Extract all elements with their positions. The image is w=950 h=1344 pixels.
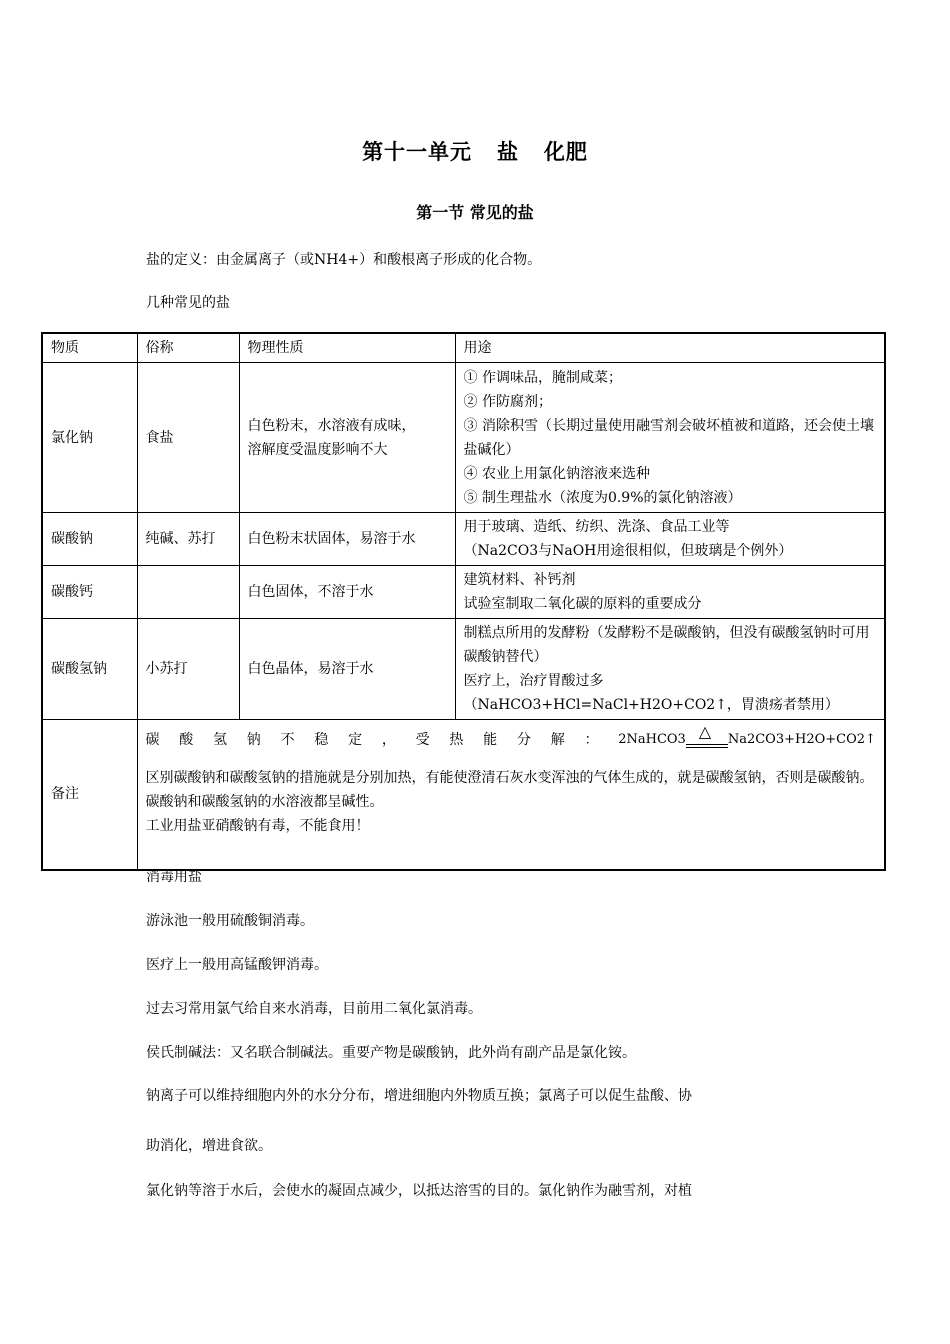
use-line: （NaHCO3+HCl=NaCl+H2O+CO2↑，胃溃疡者禁用）	[463, 697, 839, 713]
cell-uses	[455, 513, 885, 566]
notes-content	[137, 720, 885, 870]
cell-properties	[239, 566, 455, 619]
page-title: 第十一单元 盐 化肥	[362, 140, 588, 164]
note-line: 碳酸钠和碳酸氢钠的水溶液都呈碱性。	[145, 794, 384, 810]
use-line: 建筑材料、补钙剂	[463, 572, 576, 588]
decompose-char: 分	[516, 732, 531, 748]
use-line: 制糕点所用的发酵粉（发酵粉不是碳酸钠，但没有碳酸氢钠时可用碳酸钠替代）	[463, 625, 870, 665]
disinfection-heading: 消毒用盐	[146, 869, 202, 885]
equation-products: Na2CO3+H2O+CO2↑	[727, 732, 876, 747]
paragraph: 医疗上一般用高锰酸钾消毒。	[146, 957, 328, 973]
notes-row	[42, 720, 885, 870]
salt-definition: 盐的定义：由金属离子（或NH4+）和酸根离子形成的化合物。	[146, 252, 542, 268]
property-line: 白色粉末，水溶液有成味，	[247, 417, 416, 434]
header-uses: 用途	[455, 333, 885, 363]
cell-properties	[239, 513, 455, 566]
paragraph: 氯化钠等溶于水后，会使水的凝固点减少，以抵达溶雪的目的。氯化钠作为融雪剂，对植	[146, 1183, 692, 1199]
decompose-char: 钠	[246, 732, 261, 748]
header-substance: 物质	[42, 333, 137, 363]
section-title: 第一节 常见的盐	[416, 203, 534, 222]
heat-condition-arrow	[686, 722, 728, 752]
decompose-char: 不	[280, 732, 295, 748]
decompose-char: ，	[381, 732, 396, 748]
table-header-row	[42, 333, 885, 363]
use-line: ④ 农业上用氯化钠溶液来选种	[463, 465, 650, 482]
note-line: 工业用盐亚硝酸钠有毒，不能食用！	[145, 818, 370, 834]
table-row	[42, 363, 885, 513]
paragraph: 游泳池一般用硫酸铜消毒。	[146, 913, 314, 929]
cell-uses	[455, 619, 885, 720]
cell-substance: 碳酸钠	[42, 513, 137, 566]
use-line: ② 作防腐剂；	[463, 393, 552, 410]
property-line: 白色晶体，易溶于水	[247, 661, 374, 677]
decompose-char: 能	[483, 732, 498, 748]
paragraph: 助消化，增进食欲。	[146, 1138, 272, 1154]
property-line: 白色粉末状固体，易溶于水	[247, 531, 416, 547]
decomposition-line	[145, 722, 877, 752]
decompose-char: 碳	[145, 732, 160, 748]
decompose-char: 酸	[179, 732, 194, 748]
use-line: ① 作调味品，腌制咸菜；	[463, 369, 622, 386]
delta-icon: △	[698, 722, 712, 741]
decomposition-equation	[618, 722, 876, 752]
equation-reactant: 2NaHCO3	[618, 732, 686, 747]
decompose-char: 稳	[314, 732, 329, 748]
paragraph: 过去习常用氯气给自来水消毒，目前用二氧化氯消毒。	[146, 1001, 482, 1017]
note-line: 区别碳酸钠和碳酸氢钠的措施就是分别加热，有能使澄清石灰水变浑浊的气体生成的，就是碳酸氢钠，否则是碳酸钠。	[145, 770, 874, 786]
cell-substance: 碳酸氢钠	[42, 619, 137, 720]
cell-common-name: 纯碱、苏打	[137, 513, 239, 566]
common-salts-heading: 几种常见的盐	[146, 295, 230, 311]
cell-uses	[455, 363, 885, 513]
table-row	[42, 566, 885, 619]
cell-uses	[455, 566, 885, 619]
decompose-char: 氢	[213, 732, 228, 748]
cell-common-name	[137, 566, 239, 619]
decompose-char: ：	[584, 732, 599, 748]
cell-substance: 氯化钠	[42, 363, 137, 513]
use-line: ③ 消除积雪（长期过量使用融雪剂会破坏植被和道路，还会使土壤盐碱化）	[463, 417, 874, 458]
paragraph: 侯氏制碱法：又名联合制碱法。重要产物是碳酸钠，此外尚有副产品是氯化铵。	[146, 1045, 636, 1061]
decompose-char: 受	[415, 732, 430, 748]
decompose-char: 解	[550, 732, 565, 748]
use-line: 用于玻璃、造纸、纺织、洗涤、食品工业等	[463, 519, 730, 535]
cell-properties	[239, 619, 455, 720]
cell-common-name: 小苏打	[137, 619, 239, 720]
decompose-char: 定	[348, 732, 363, 748]
notes-label: 备注	[42, 720, 137, 870]
property-line: 白色固体，不溶于水	[247, 584, 374, 600]
cell-substance: 碳酸钙	[42, 566, 137, 619]
decompose-char: 热	[449, 732, 464, 748]
cell-properties	[239, 363, 455, 513]
property-line: 溶解度受温度影响不大	[247, 441, 388, 458]
header-physical-properties: 物理性质	[239, 333, 455, 363]
table-row	[42, 619, 885, 720]
cell-common-name: 食盐	[137, 363, 239, 513]
use-line: （Na2CO3与NaOH用途很相似，但玻璃是个例外）	[463, 543, 793, 559]
use-line: 医疗上，治疗胃酸过多	[463, 673, 604, 689]
paragraph: 钠离子可以维持细胞内外的水分分布，增进细胞内外物质互换；氯离子可以促生盐酸、协	[146, 1088, 692, 1104]
use-line: ⑤ 制生理盐水（浓度为0.9%的氯化钠溶液）	[463, 489, 742, 506]
table-row	[42, 513, 885, 566]
common-salts-table	[41, 332, 886, 871]
header-common-name: 俗称	[137, 333, 239, 363]
use-line: 试验室制取二氧化碳的原料的重要成分	[463, 596, 702, 612]
